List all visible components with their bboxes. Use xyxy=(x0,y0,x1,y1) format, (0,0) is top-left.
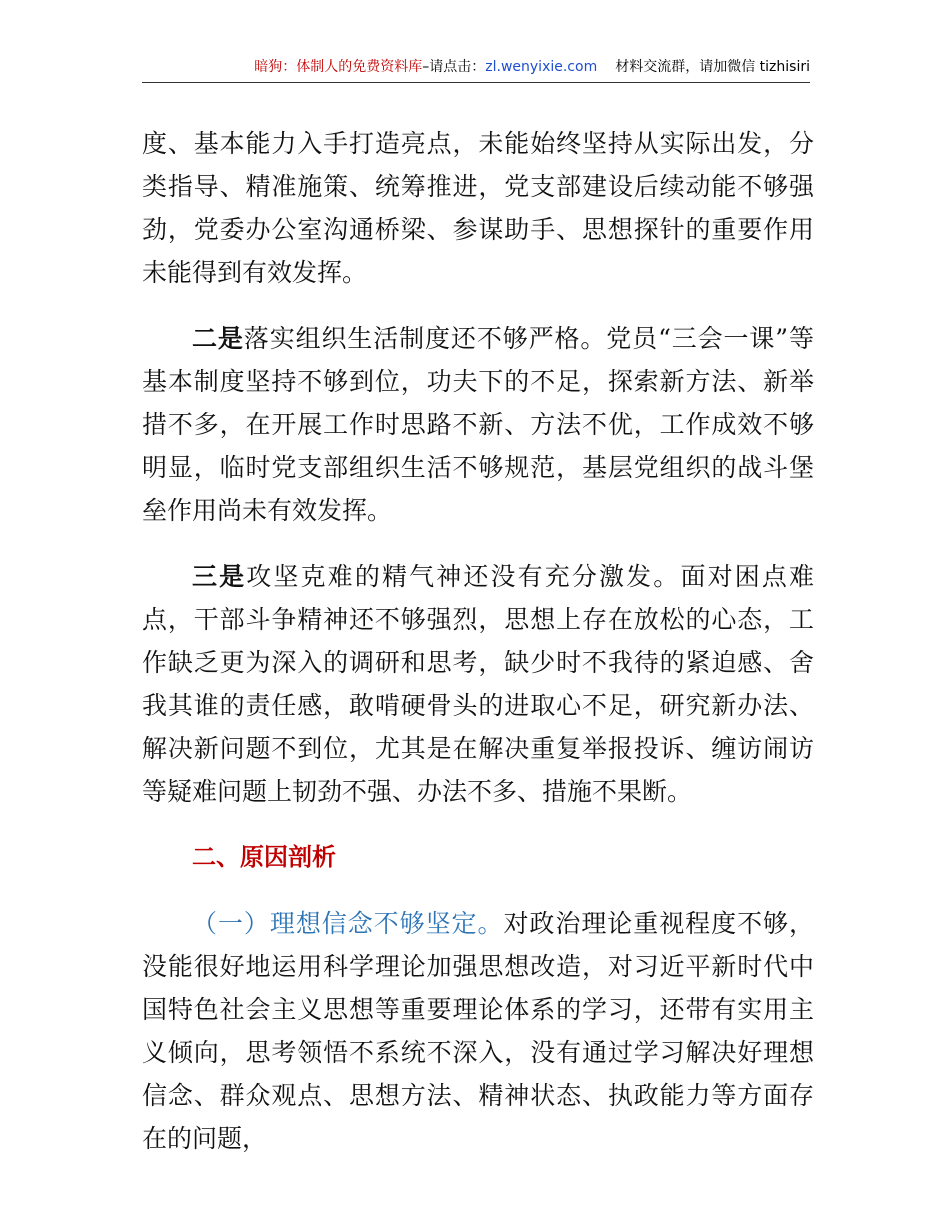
page-header xyxy=(142,56,810,83)
header-url-link[interactable]: zl.wenyixie.com xyxy=(485,59,598,75)
paragraph-3-lead: 三是 xyxy=(192,562,247,591)
header-site-name: 暗狗：体制人的免费资料库 xyxy=(254,59,423,75)
section-heading: 二、原因剖析 xyxy=(192,843,336,871)
paragraph-1: 度、基本能力入手打造亮点，未能始终坚持从实际出发，分类指导、精准施策、统筹推进，党支部建设后续动能不够强劲，党委办公室沟通桥梁、参谋助手、思想探针的重要作用未能得到有效发挥。 xyxy=(142,129,814,287)
header-visit-prompt: –请点击： xyxy=(422,59,486,75)
paragraph-3 xyxy=(142,555,814,813)
paragraph-2-text: 落实组织生活制度还不够严格。党员“三会一课”等基本制度坚持不够到位，功夫下的不足，探索新方法、新举措不多，在开展工作时思路不新、方法不优，工作成效不够明显，临时党支部组织生活不够规范，基层党组织的战斗堡垒作用尚未有效发挥。 xyxy=(142,324,814,525)
paragraph-4-lead: （一）理想信念不够坚定。 xyxy=(192,909,504,938)
paragraph-2-lead: 二是 xyxy=(192,324,244,353)
paragraph-3-text: 攻坚克难的精气神还没有充分激发。面对困点难点，干部斗争精神还不够强烈，思想上存在放松的心态，工作缺乏更为深入的调研和思考，缺少时不我待的紧迫感、舍我其谁的责任感，敢啃硬骨头的进取心不足，研究新办法、解决新问题不到位，尤其是在解决重复举报投诉、缠访闹访等疑难问题上韧劲不强、办法不多、措施不果断。 xyxy=(142,562,814,806)
header-contact: 材料交流群，请加微信 tizhisiri xyxy=(615,59,810,75)
document-body xyxy=(142,122,814,1160)
paragraph-2 xyxy=(142,317,814,532)
paragraph-4-text: 对政治理论重视程度不够，没能很好地运用科学理论加强思想改造，对习近平新时代中国特色社会主义思想等重要理论体系的学习，还带有实用主义倾向，思考领悟不系统不深入，没有通过学习解决好理想信念、群众观点、思想方法、精神状态、执政能力等方面存在的问题， xyxy=(142,909,814,1153)
paragraph-4 xyxy=(142,902,814,1160)
